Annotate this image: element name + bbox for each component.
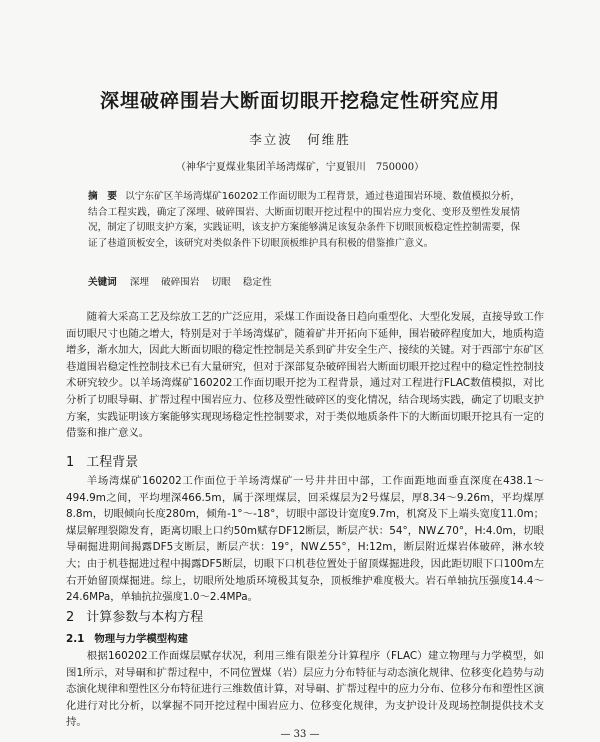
- keywords-label: 关键词: [88, 277, 117, 288]
- section-heading: [66, 606, 203, 625]
- section-heading: [66, 451, 138, 470]
- section-number: 2: [66, 610, 75, 625]
- subsection-number: 2.1: [66, 633, 85, 645]
- subsection-title: 物理与力学模型构建: [94, 633, 188, 645]
- paper-title: 深埋破碎围岩大断面切眼开挖稳定性研究应用: [99, 90, 500, 112]
- keyword: 切眼: [211, 277, 231, 288]
- intro-paragraph: 随着大采高工艺及综放工艺的广泛应用，采煤工作面设备日趋向重型化、大型化发展，直接导致工作面切眼尺寸也随之增大，特别是对于羊场湾煤矿，随着矿井开拓向下延伸，围岩破碎程度加大，地质构造增多，渐水加大，因此大断面切眼的稳定性控制是关系到矿井安全生产、接续的关键。对于西部宁东矿区巷道围岩稳定性控制技术已有大量研究，但对于深部复杂破碎围岩大断面切眼开挖过程中的稳定性控制技术研究较少。以羊场湾煤矿160202工作面切眼开挖为工程背景，通过对工程进行FLAC数值模拟，对比分析了切眼导硐、扩帮过程中围岩应力、位移及塑性破碎区的变化情况，结合现场实践，确定了切眼支护方案，实践证明该方案能够实现现场稳定性控制要求，对于类似地质条件下的大断面切眼开挖具有一定的借鉴和推广意义。: [66, 311, 544, 440]
- abstract-text: 以宁东矿区羊场湾煤矿160202工作面切眼为工程背景，通过巷道围岩环境、数值模拟分析，结合工程实践，确定了深埋、破碎围岩、大断面切眼开挖过程中的围岩应力变化、变形及塑性发展情况，制定了切眼支护方案，实践证明，该支护方案能够满足该复杂条件下切眼顶板稳定性控制需要，保证了巷道顶板安全，该研究对类似条件下切眼顶板维护具有积极的借鉴推广意义。: [88, 191, 521, 249]
- section-paragraph: 羊场湾煤矿160202工作面位于羊场湾煤矿一号井井田中部，工作面距地面垂直深度在438.1～494.9m之间，平均埋深466.5m，属于深埋煤层，回采煤层为2号煤层，厚8.34～9.26m，平均煤厚8.8m，切眼倾向长度280m，倾角-1°～-18°，切眼中部设计宽度9.7m，机窝及下上端头宽度11.0m；煤层解理裂隙发育，距离切眼上口约50m赋存DF12断层，断层产状：54°，NW∠70°，H:4.0m，切眼导硐掘进期间揭露DF5支断层，断层产状：19°，NW∠55°，H:12m，断层附近煤岩体破碎，淋水较大；由于机巷掘进过程中揭露DF5断层，切眼下口机巷位置处于留顶煤掘进段，因此距切眼下口100m左右开始留顶煤掘进。综上，切眼所处地质环境极其复杂，顶板维护难度极大。岩石单轴抗压强度14.4～24.6MPa，单轴抗拉强度1.0～2.4MPa。: [66, 475, 544, 604]
- section-title: 工程背景: [86, 455, 139, 470]
- section-title: 计算参数与本构方程: [86, 610, 204, 625]
- keyword: 破碎围岩: [161, 277, 200, 288]
- section-number: 1: [66, 455, 75, 470]
- abstract-label: 摘 要: [88, 191, 118, 202]
- page-number: — 33 —: [280, 729, 320, 740]
- keyword: 深埋: [129, 277, 150, 288]
- keywords: [88, 274, 520, 288]
- keyword: 稳定性: [242, 277, 272, 288]
- author-list: 李立波 何维胜: [249, 132, 351, 147]
- affiliation: （神华宁夏煤业集团羊场湾煤矿，宁夏银川 750000）: [175, 162, 425, 173]
- subsection-paragraph: 根据160202工作面煤层赋存状况，利用三维有限差分计算程序（FLAC）建立物理与力学模型，如图1所示，对导硐和扩帮过程中，不同位置煤（岩）层应力分布特征与动态演化规律、位移变化趋势与动态演化规律和塑性区分布特征进行三维数值计算，对导硐、扩帮过程中的应力分布、位移分布和塑性区演化进行对比分析，以掌握不同开挖过程中围岩应力、位移变化规律，为支护设计及现场控制提供技术支持。: [66, 650, 544, 729]
- abstract: [88, 189, 520, 251]
- subsection-heading: [66, 630, 188, 645]
